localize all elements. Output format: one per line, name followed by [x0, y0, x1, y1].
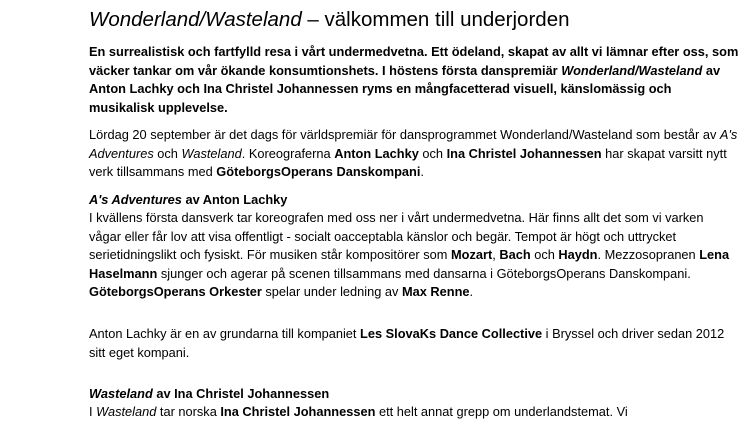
intro-text-3: . Koreograferna	[241, 145, 335, 161]
aa-text-6: .	[469, 284, 474, 299]
aa-text-2: och	[530, 247, 559, 262]
bio-text-1: Anton Lachky är en av grundarna till kompaniet	[89, 326, 361, 341]
intro-text-2: och	[153, 145, 182, 161]
bio-collective: Les SlovaKs Dance Collective	[360, 326, 543, 341]
lead-text-2: av Anton Lachky och Ina Christel Johannessen ryms en mångfacetterad visuell, känslomässig och musikalisk upplevelse.	[89, 62, 721, 115]
ws-text-2: tar norska	[156, 404, 221, 419]
aa-heading	[89, 191, 739, 210]
aa-text-3: . Mezzosopranen	[597, 247, 700, 262]
aa-text-5: spelar under ledning av	[261, 284, 402, 299]
intro-ina: Ina Christel Johannessen	[446, 145, 602, 161]
aa-text-1: I kvällens första dansverk tar koreografen med oss ner i vårt undermedvetna. Här finns allt det som vi varken vågar eller får lov att visa offentligt - socialt oacceptabla känslor och begär. Tempot är högt och uttrycket serietidningslikt och fysiskt. För musiken står kompositörer som	[89, 210, 704, 262]
intro-text-6: .	[420, 164, 424, 179]
intro-ws-title: Wasteland	[181, 145, 242, 161]
intro-text-4: och	[418, 145, 447, 161]
intro-anton: Anton Lachky	[334, 145, 419, 161]
ws-heading-by: av Ina Christel Johannessen	[152, 386, 330, 401]
intro-text-5: har skapat varsitt nytt verk tillsammans med	[89, 145, 727, 179]
aa-comma: ,	[492, 247, 500, 262]
title-work: Wonderland/Wasteland	[89, 8, 302, 31]
aa-paragraph	[89, 209, 739, 302]
aa-lena: Lena Haselmann	[89, 247, 730, 281]
ws-heading-title: Wasteland	[89, 386, 153, 401]
ws-text-3: ett helt annat grepp om underlandstemat. Vi	[375, 404, 628, 419]
ws-ina: Ina Christel Johannessen	[220, 404, 376, 419]
aa-max: Max Renne	[401, 284, 470, 299]
lead-text-1: En surrealistisk och fartfylld resa i vårt undermedvetna. Ett ödeland, skapat av allt vi lämnar efter oss, som väcker tankar om vår ökande konsumtionshets. I höstens första danspremiär	[89, 44, 739, 78]
intro-aa-title: A's Adventures	[89, 127, 738, 161]
ws-heading	[89, 385, 739, 404]
aa-heading-by: av Anton Lachky	[181, 192, 288, 207]
aa-mozart: Mozart	[450, 247, 493, 262]
intro-company: GöteborgsOperans Danskompani	[216, 164, 421, 179]
lead-paragraph	[89, 43, 739, 117]
lead-work-title: Wonderland/Wasteland	[561, 62, 703, 78]
ws-title: Wasteland	[96, 404, 157, 419]
intro-paragraph	[89, 126, 739, 182]
aa-orchestra: GöteborgsOperans Orkester	[89, 284, 262, 299]
intro-text-1: Lördag 20 september är det dags för världspremiär för dansprogrammet Wonderland/Wasteland som består av	[89, 127, 720, 142]
title-rest: – välkommen till underjorden	[301, 8, 570, 31]
anton-bio-paragraph	[89, 325, 739, 362]
ws-text-1: I	[89, 404, 97, 419]
aa-text-4: sjunger och agerar på scenen tillsammans med dansarna i GöteborgsOperans Danskompani.	[157, 265, 691, 281]
aa-heading-title: A's Adventures	[89, 192, 182, 207]
aa-bach: Bach	[499, 247, 531, 262]
page-title	[89, 8, 570, 32]
bio-text-2: i Bryssel och driver sedan 2012 sitt eget kompani.	[89, 326, 725, 360]
aa-haydn: Haydn	[558, 247, 598, 262]
